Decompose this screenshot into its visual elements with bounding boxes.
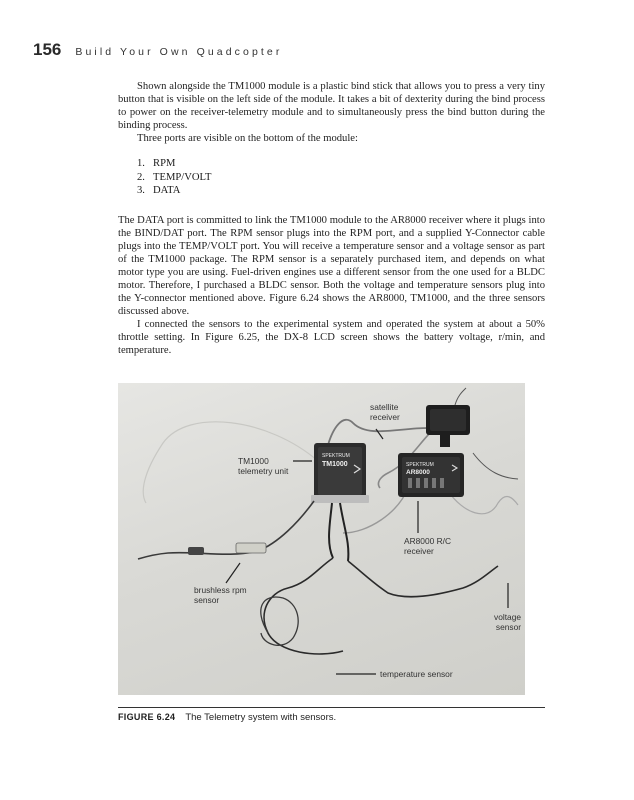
temperature-sensor-cable [264,558,343,654]
paragraph-ports-intro: Three ports are visible on the bottom of the module: [137,133,358,144]
antenna-wire [143,422,318,503]
paragraph-data-port: The DATA port is committed to link the TM1000 module to the AR8000 receiver where it plugs into the BIND/DAT port. The RPM sensor plugs into the RPM port, and a supplied Y-Connector cable plugs into the TEMP/VOLT port. You will receive a temperature sensor and a voltage sensor as part of the TM1000 package. The RPM sensor is a separately purchased item, and depends on what motor type you are using. Fuel-driven engines use a different sensor from the one used for a BLDC motor. Therefore, I purchased a BLDC sensor. Both the voltage and temperature sensors plug into the Y-connector mentioned above. Figure 6.24 shows the AR8000, TM1000, and the three sensors discussed above. [118,215,545,317]
ports-list [137,157,211,198]
voltage-sensor-cable [348,561,498,597]
figure-photo [118,383,525,695]
satellite-receiver-unit [426,405,470,447]
page-number: 156 [33,40,62,59]
figure-caption [118,712,336,723]
label-line: TM1000 [238,456,269,466]
list-label: TEMP/VOLT [153,171,212,183]
label-line: satellite [370,402,399,412]
label-voltage-sensor [494,612,521,632]
label-line: AR8000 R/C [404,536,452,546]
list-label: DATA [153,185,181,196]
caption-label: FIGURE 6.24 [118,712,176,722]
list-number: 3. [137,185,145,196]
y-connector-cable [340,503,348,561]
label-tm1000 [238,456,288,476]
intro-paragraphs [118,80,545,145]
label-ar8000 [404,536,451,556]
ar8000-brand-text: SPEKTRUM [406,462,434,468]
label-temperature-sensor: temperature sensor [380,669,453,679]
label-line: sensor [194,595,220,605]
list-number: 2. [137,171,145,183]
telemetry-photo-illustration [118,383,525,695]
label-satellite-receiver [370,402,400,422]
page-header [33,40,282,64]
caption-divider [118,707,545,708]
label-line: receiver [404,546,434,556]
paragraph-bind-stick: Shown alongside the TM1000 module is a plastic bind stick that allows you to press a very tiny button that is visible on the left side of the module. It takes a bit of dexterity during the bind process to power on the receiver-telemetry module and to simultaneously press the bind button during the binding process. [118,81,545,131]
label-rpm-sensor [194,585,247,605]
paragraph-throttle-test: I connected the sensors to the experimental system and operated the system at about a 50% throttle setting. In Figure 6.25, the DX-8 LCD screen shows the battery voltage, r/min, and temperature. [118,319,545,356]
list-item [137,184,211,198]
list-label: RPM [153,158,176,169]
pointer-line [226,563,240,583]
label-line: brushless rpm [194,585,247,595]
rpm-sensor-cable [138,501,314,559]
list-number: 1. [137,158,145,169]
satellite-antenna [473,453,518,479]
list-item [137,157,211,171]
label-line: receiver [370,412,400,422]
label-line: voltage [494,612,522,622]
caption-text: The Telemetry system with sensors. [185,712,337,723]
data-port-paragraphs [118,214,545,357]
tm1000-model-text: TM1000 [322,461,348,468]
satellite-antenna [455,388,466,405]
rpm-sensor-body [236,543,266,553]
ar8000-model-text: AR8000 [406,469,430,476]
tm1000-brand-text: SPEKTRUM [322,453,350,459]
rpm-sensor-plug [188,547,204,555]
y-connector-cable [329,503,333,558]
list-item [137,171,211,185]
running-title: Build Your Own Quadcopter [75,46,283,58]
label-line: sensor [495,622,522,632]
label-line: telemetry unit [238,466,289,476]
